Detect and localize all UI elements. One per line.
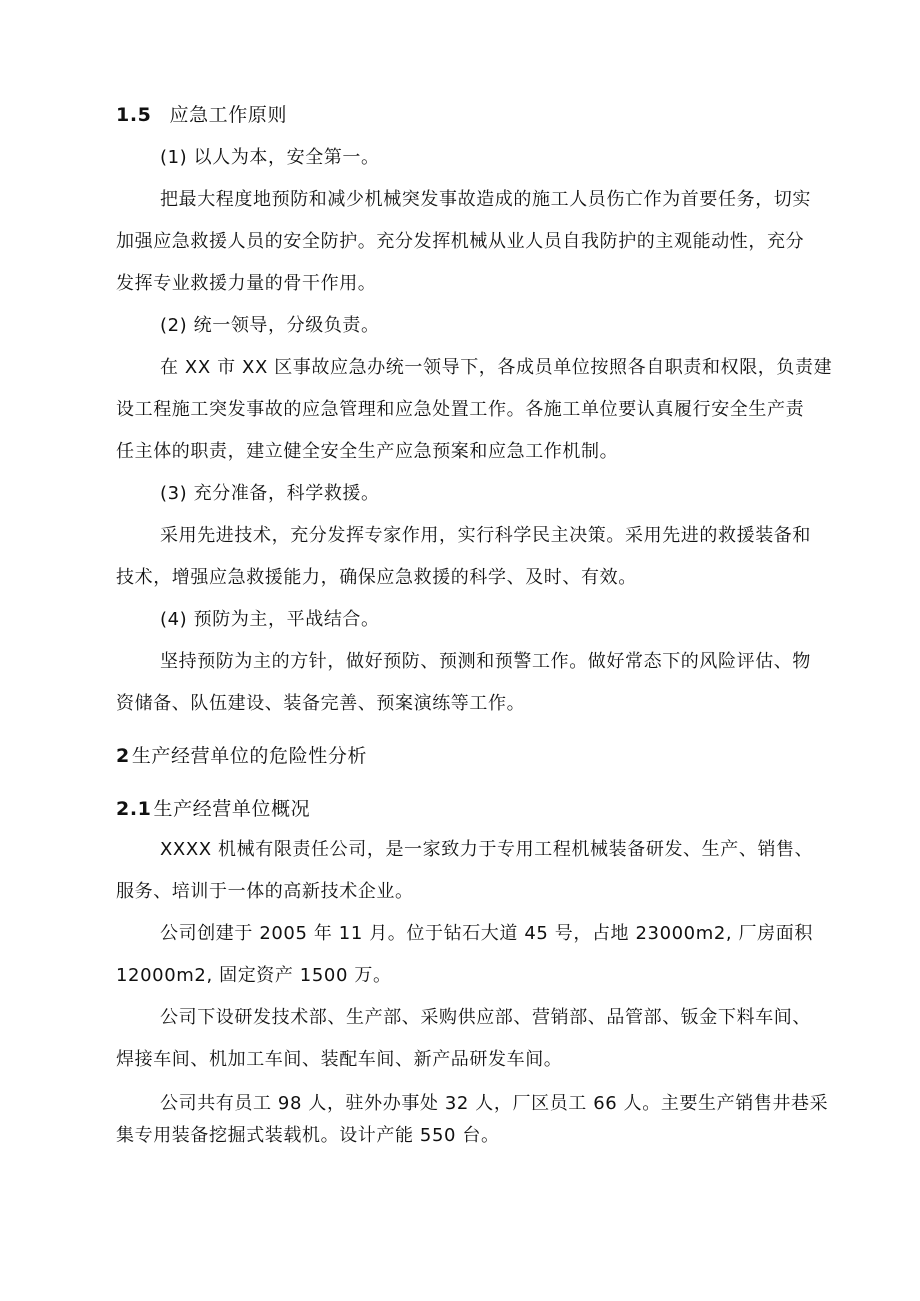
section-title: 生产经营单位概况 xyxy=(153,798,311,820)
paragraph-line: 采用先进技术，充分发挥专家作用，实行科学民主决策。采用先进的救援装备和 xyxy=(160,525,811,546)
paragraph-line: 公司创建于 2005 年 11 月。位于钻石大道 45 号，占地 23000m2, 厂房面积 xyxy=(160,923,813,944)
paragraph-line: 把最大程度地预防和减少机械突发事故造成的施工人员伤亡作为首要任务，切实 xyxy=(160,189,811,210)
paragraph-line: 集专用装备挖掘式装载机。设计产能 550 台。 xyxy=(116,1125,500,1146)
paragraph-line: 在 XX 市 XX 区事故应急办统一领导下，各成员单位按照各自职责和权限，负责建 xyxy=(160,357,833,378)
principle-heading-2: (2) 统一领导，分级负责。 xyxy=(160,315,380,336)
paragraph-line: 设工程施工突发事故的应急管理和应急处置工作。各施工单位要认真履行安全生产责 xyxy=(116,399,805,420)
section-number: 1.5 xyxy=(116,104,152,126)
section-number: 2 xyxy=(116,745,130,767)
paragraph-line: 加强应急救援人员的安全防护。充分发挥机械从业人员自我防护的主观能动性，充分 xyxy=(116,231,805,252)
section-title: 生产经营单位的危险性分析 xyxy=(131,745,368,767)
paragraph-line: 技术，增强应急救援能力，确保应急救援的科学、及时、有效。 xyxy=(116,567,637,588)
paragraph-line: 发挥专业救援力量的骨干作用。 xyxy=(116,273,377,294)
paragraph-line: 服务、培训于一体的高新技术企业。 xyxy=(116,881,414,902)
paragraph-line: 公司共有员工 98 人，驻外办事处 32 人，厂区员工 66 人。主要生产销售井巷采 xyxy=(160,1093,829,1114)
paragraph-line: 公司下设研发技术部、生产部、采购供应部、营销部、品管部、钣金下料车间、 xyxy=(160,1007,811,1028)
paragraph-line: 坚持预防为主的方针，做好预防、预测和预警工作。做好常态下的风险评估、物 xyxy=(160,651,811,672)
paragraph-line: 任主体的职责，建立健全安全生产应急预案和应急工作机制。 xyxy=(116,441,619,462)
section-heading-1-5 xyxy=(116,102,287,128)
principle-heading-4: (4) 预防为主，平战结合。 xyxy=(160,609,380,630)
paragraph-line: XXXX 机械有限责任公司，是一家致力于专用工程机械装备研发、生产、销售、 xyxy=(160,839,814,860)
paragraph-line: 资储备、队伍建设、装备完善、预案演练等工作。 xyxy=(116,693,526,714)
section-title: 应急工作原则 xyxy=(169,104,288,126)
section-heading-2-1 xyxy=(116,796,310,822)
section-number: 2.1 xyxy=(116,798,152,820)
principle-heading-3: (3) 充分准备，科学救援。 xyxy=(160,483,380,504)
paragraph-line: 焊接车间、机加工车间、装配车间、新产品研发车间。 xyxy=(116,1049,563,1070)
paragraph-line: 12000m2, 固定资产 1500 万。 xyxy=(116,965,392,986)
principle-heading-1: (1) 以人为本，安全第一。 xyxy=(160,147,380,168)
section-heading-2 xyxy=(116,743,367,769)
